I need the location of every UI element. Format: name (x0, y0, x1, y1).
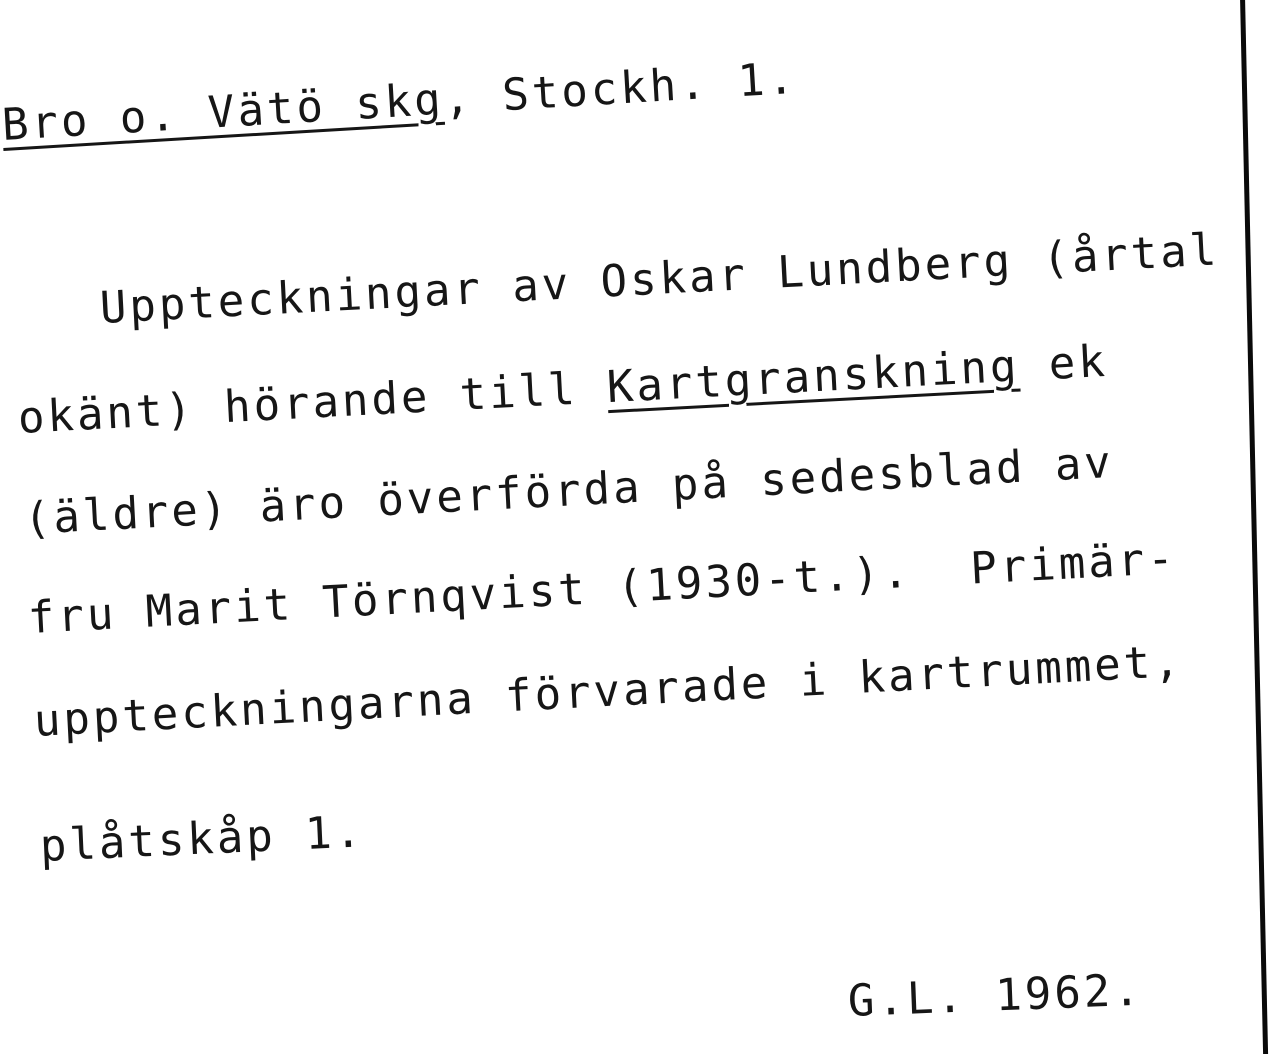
body-line-4: fru Marit Törnqvist (1930-t.). Primär- (26, 532, 1178, 644)
card-edge-line (1240, 0, 1268, 1054)
body-line-2-start: okänt) hörande till (16, 362, 609, 444)
place-name: Bro o. Vätö skg (0, 73, 446, 151)
signature: G.L. 1962. (847, 964, 1144, 1027)
body-line-6: plåtskåp 1. (38, 806, 366, 872)
body-line-3: (äldre) äro överförda på sedesblad av (22, 436, 1115, 545)
underlined-term: Kartgranskning (605, 340, 1021, 414)
body-line-1: Uppteckningar av Oskar Lundberg (årtal (98, 224, 1221, 334)
body-line-2 (16, 335, 1109, 444)
card-heading (0, 52, 799, 151)
body-line-5: uppteckningarna förvarade i kartrummet, (32, 635, 1184, 747)
body-line-2-end: ek (1017, 335, 1109, 392)
heading-rest: , Stockh. 1. (442, 52, 799, 125)
